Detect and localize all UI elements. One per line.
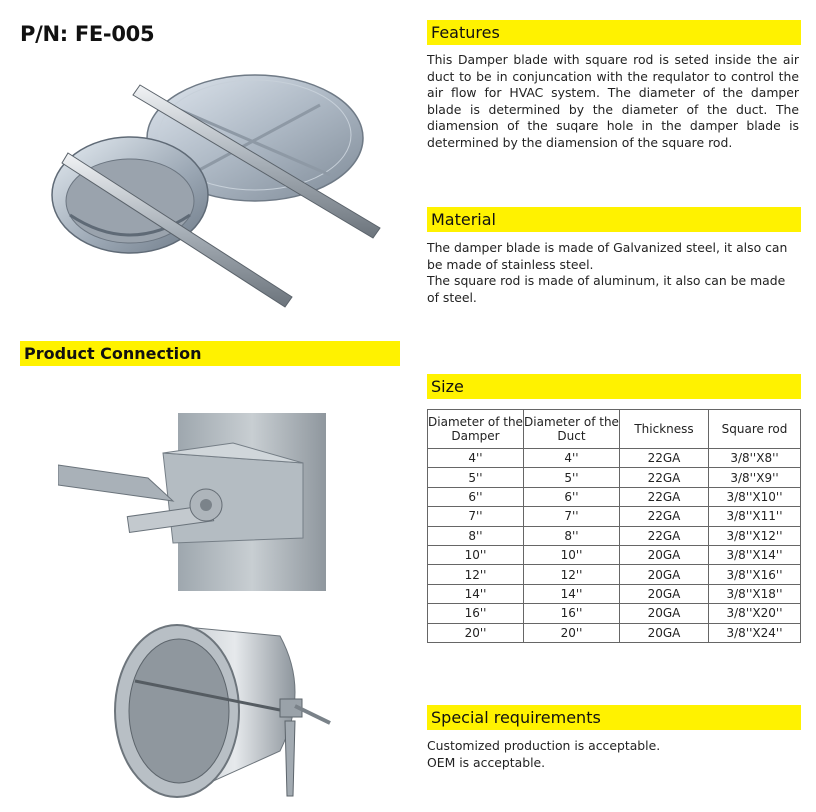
connection-heading: Product Connection (20, 341, 400, 366)
cell: 20GA (620, 584, 709, 603)
material-line-1: The damper blade is made of Galvanized steel, it also can be made of stainless steel. (427, 240, 788, 272)
cell: 20GA (620, 604, 709, 623)
cell: 3/8''X10'' (709, 487, 801, 506)
cell: 14'' (428, 584, 524, 603)
cell: 6'' (524, 487, 620, 506)
cell: 3/8''X8'' (709, 449, 801, 468)
col-header-square-rod: Square rod (709, 410, 801, 449)
cell: 3/8''X14'' (709, 545, 801, 564)
cell: 8'' (428, 526, 524, 545)
material-line-2: The square rod is made of aluminum, it also can be made of steel. (427, 273, 786, 305)
special-heading: Special requirements (427, 705, 801, 730)
special-line-2: OEM is acceptable. (427, 754, 546, 770)
table-row (428, 468, 801, 487)
size-table-header (428, 410, 801, 449)
cell: 22GA (620, 487, 709, 506)
table-row (428, 545, 801, 564)
col-header-damper-diameter: Diameter of the Damper (428, 410, 524, 449)
cell: 16'' (428, 604, 524, 623)
cell: 4'' (428, 449, 524, 468)
damper-blades-photo (30, 65, 400, 310)
size-heading: Size (427, 374, 801, 399)
cell: 7'' (524, 507, 620, 526)
cell: 3/8''X20'' (709, 604, 801, 623)
cell: 3/8''X16'' (709, 565, 801, 584)
cell: 10'' (428, 545, 524, 564)
cell: 10'' (524, 545, 620, 564)
connection-bracket-photo (58, 413, 330, 591)
cell: 3/8''X24'' (709, 623, 801, 642)
table-row (428, 565, 801, 584)
table-row (428, 487, 801, 506)
cell: 20GA (620, 565, 709, 584)
table-row (428, 604, 801, 623)
cell: 6'' (428, 487, 524, 506)
table-row (428, 623, 801, 642)
cell: 7'' (428, 507, 524, 526)
cell: 20GA (620, 545, 709, 564)
table-row (428, 526, 801, 545)
cell: 12'' (428, 565, 524, 584)
cell: 3/8''X9'' (709, 468, 801, 487)
features-heading: Features (427, 20, 801, 45)
damper-duct-photo (105, 611, 335, 806)
cell: 5'' (524, 468, 620, 487)
special-text (427, 738, 799, 771)
cell: 20'' (428, 623, 524, 642)
col-header-duct-diameter: Diameter of the Duct (524, 410, 620, 449)
col-header-thickness: Thickness (620, 410, 709, 449)
table-row (428, 584, 801, 603)
cell: 22GA (620, 449, 709, 468)
material-heading: Material (427, 207, 801, 232)
cell: 4'' (524, 449, 620, 468)
material-text (427, 240, 799, 306)
cell: 16'' (524, 604, 620, 623)
cell: 22GA (620, 507, 709, 526)
cell: 3/8''X11'' (709, 507, 801, 526)
cell: 20'' (524, 623, 620, 642)
table-row (428, 507, 801, 526)
cell: 12'' (524, 565, 620, 584)
cell: 5'' (428, 468, 524, 487)
cell: 22GA (620, 526, 709, 545)
cell: 20GA (620, 623, 709, 642)
features-text: This Damper blade with square rod is seted inside the air duct to be in conjuncation with the requlator to control the air flow for HVAC system. The diameter of the damper blade is determined by the diameter of the duct. The diamension of the suqare hole in the damper blade is determined by the diamension of the square rod. (427, 52, 799, 150)
cell: 3/8''X12'' (709, 526, 801, 545)
special-line-1: Customized production is acceptable. (427, 738, 661, 753)
size-table (427, 409, 801, 643)
part-number: P/N: FE-005 (20, 22, 155, 46)
cell: 8'' (524, 526, 620, 545)
cell: 3/8''X18'' (709, 584, 801, 603)
cell: 22GA (620, 468, 709, 487)
table-row (428, 449, 801, 468)
cell: 14'' (524, 584, 620, 603)
